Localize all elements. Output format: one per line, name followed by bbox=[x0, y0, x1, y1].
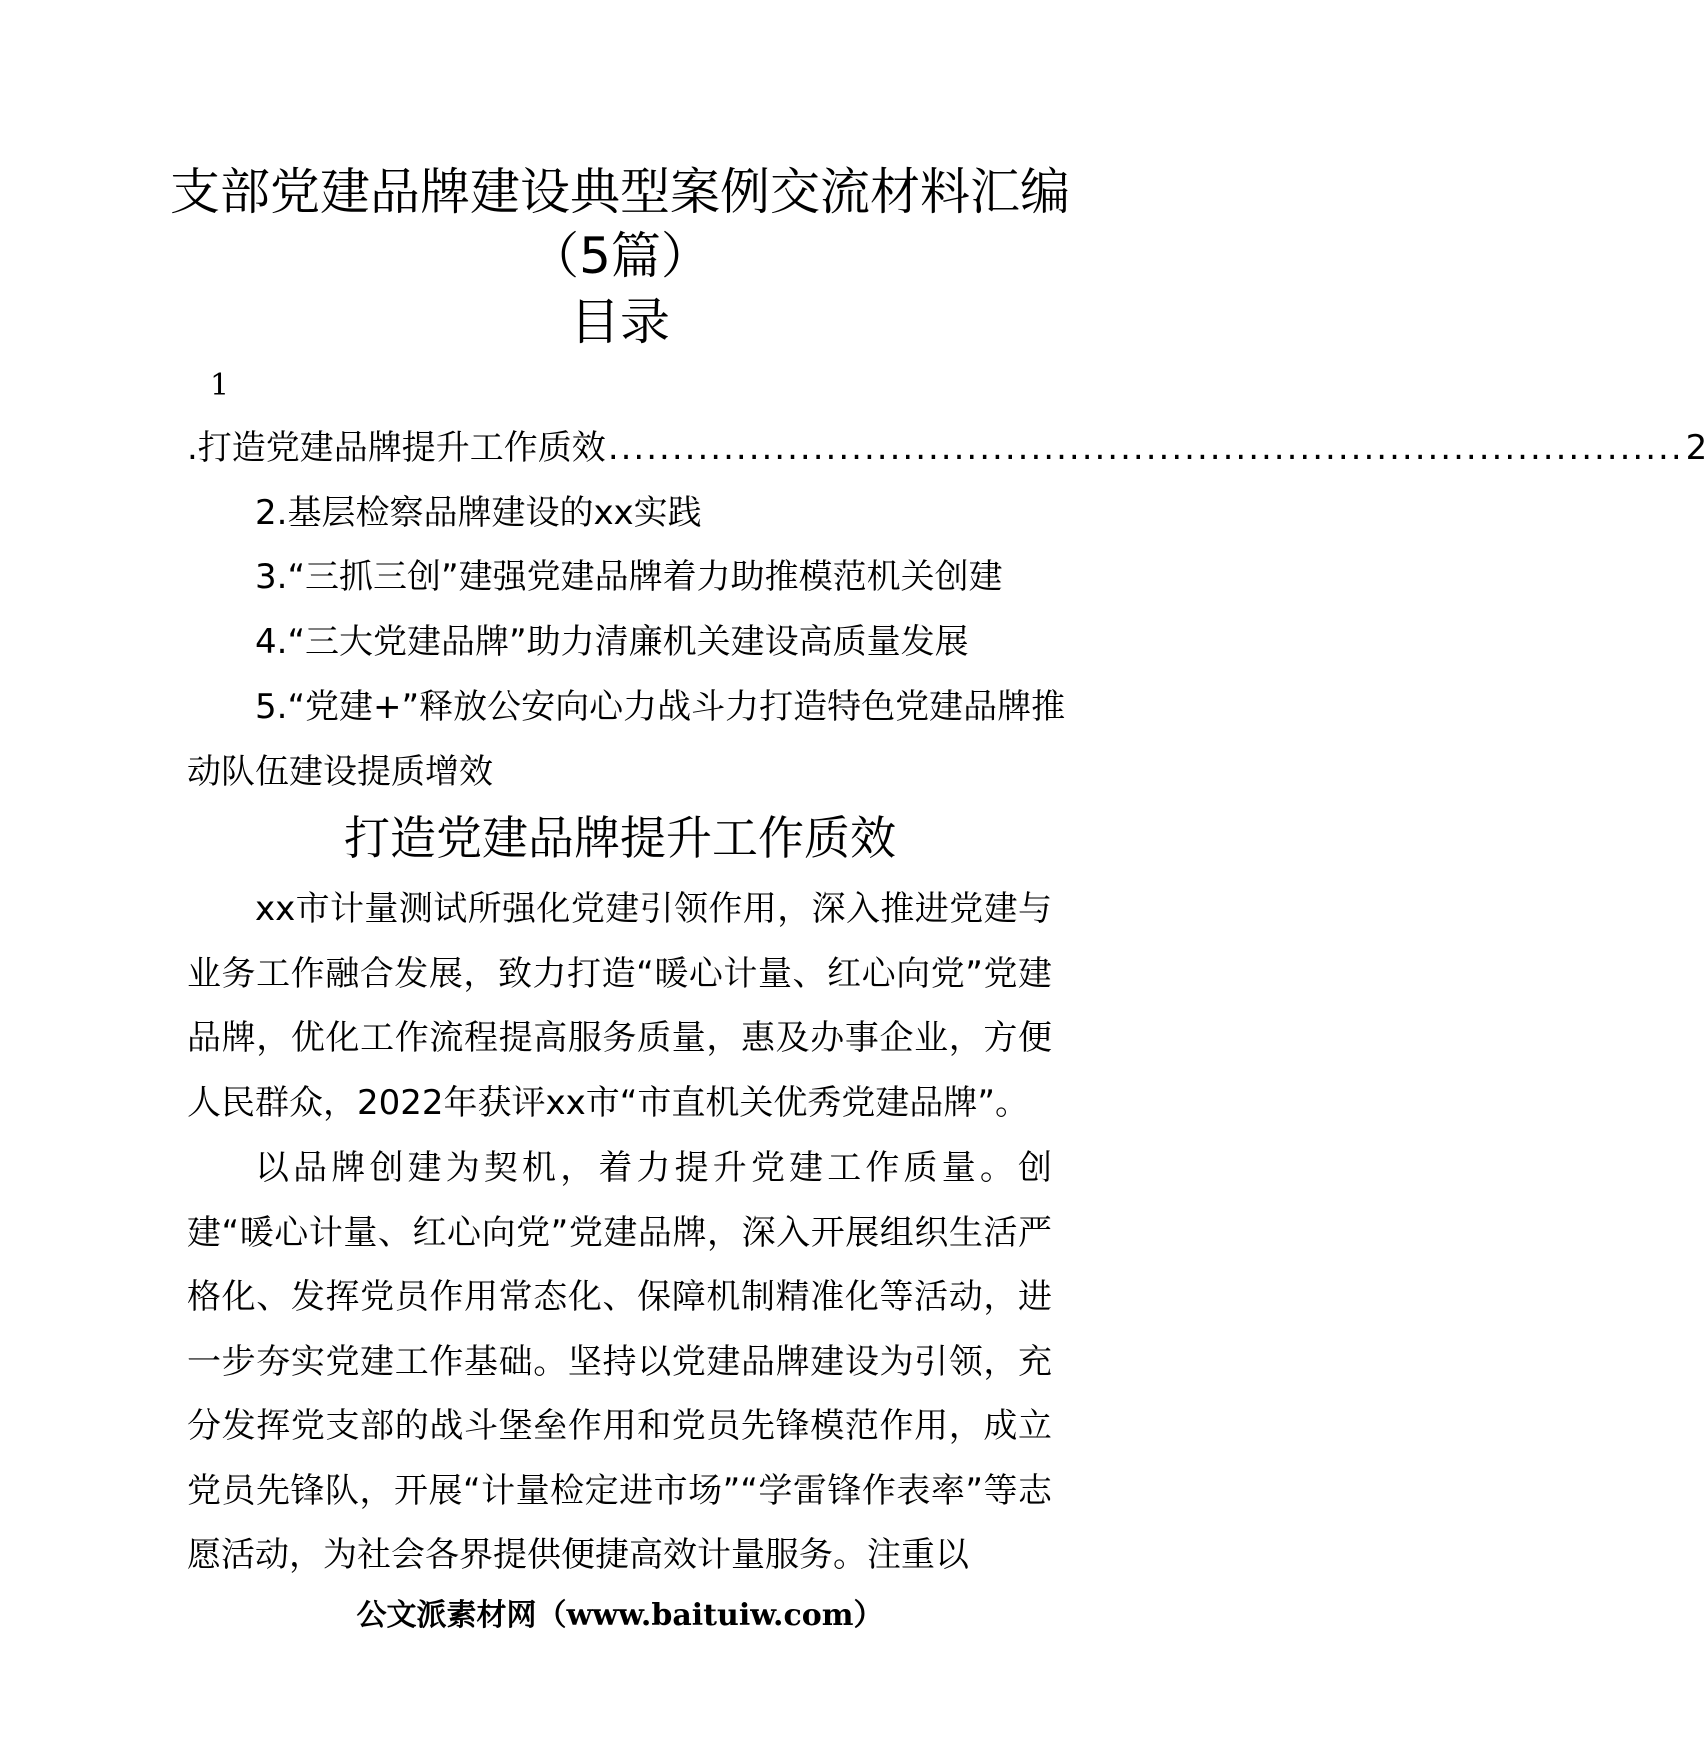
toc-item-4[interactable] bbox=[187, 620, 1052, 664]
toc-item-1-page: 2 bbox=[1685, 428, 1707, 468]
toc-item-5-continued[interactable] bbox=[187, 750, 1052, 794]
toc-item-3[interactable] bbox=[187, 555, 1052, 599]
toc-item-1[interactable] bbox=[187, 426, 1707, 470]
toc-heading: 目录 bbox=[570, 293, 670, 351]
toc-item-5-label-line1: 5.“党建+”释放公安向心力战斗力打造特色党建品牌推 bbox=[255, 687, 1066, 727]
document-title: 支部党建品牌建设典型案例交流材料汇编 bbox=[170, 163, 1070, 221]
toc-item-2-label: 2.基层检察品牌建设的xx实践 bbox=[255, 493, 702, 533]
toc-stray-number: 1 bbox=[210, 368, 230, 403]
toc-item-1-leader: .................................................................................... bbox=[607, 428, 1684, 468]
article-paragraph-2: 以品牌创建为契机，着力提升党建工作质量。创建“暖心计量、红心向党”党建品牌，深入开展组织生活严格化、发挥党员作用常态化、保障机制精准化等活动，进一步夯实党建工作基础。坚持以党建品牌建设为引领，充分发挥党支部的战斗堡垒作用和党员先锋模范作用，成立党员先锋队，开展“计量检定进市场”“学雷锋作表率”等志愿活动，为社会各界提供便捷高效计量服务。注重以 bbox=[187, 1148, 1052, 1575]
toc-item-5[interactable] bbox=[187, 685, 1066, 729]
toc-item-5-label-line2: 动队伍建设提质增效 bbox=[187, 752, 493, 792]
article-title: 打造党建品牌提升工作质效 bbox=[344, 811, 896, 865]
document-subtitle-count: （5篇） bbox=[529, 227, 711, 285]
footer-watermark: 公文派素材网（www.baituiw.com） bbox=[356, 1598, 884, 1633]
toc-item-1-label: .打造党建品牌提升工作质效 bbox=[187, 428, 606, 468]
article-paragraph-1: xx市计量测试所强化党建引领作用，深入推进党建与业务工作融合发展，致力打造“暖心计量、红心向党”党建品牌，优化工作流程提高服务质量，惠及办事企业，方便人民群众，2022年获评xx市“市直机关优秀党建品牌”。 bbox=[187, 889, 1052, 1123]
toc-item-2[interactable] bbox=[187, 491, 1052, 535]
toc-item-3-label: 3.“三抓三创”建强党建品牌着力助推模范机关创建 bbox=[255, 557, 1003, 597]
toc-item-4-label: 4.“三大党建品牌”助力清廉机关建设高质量发展 bbox=[255, 622, 969, 662]
